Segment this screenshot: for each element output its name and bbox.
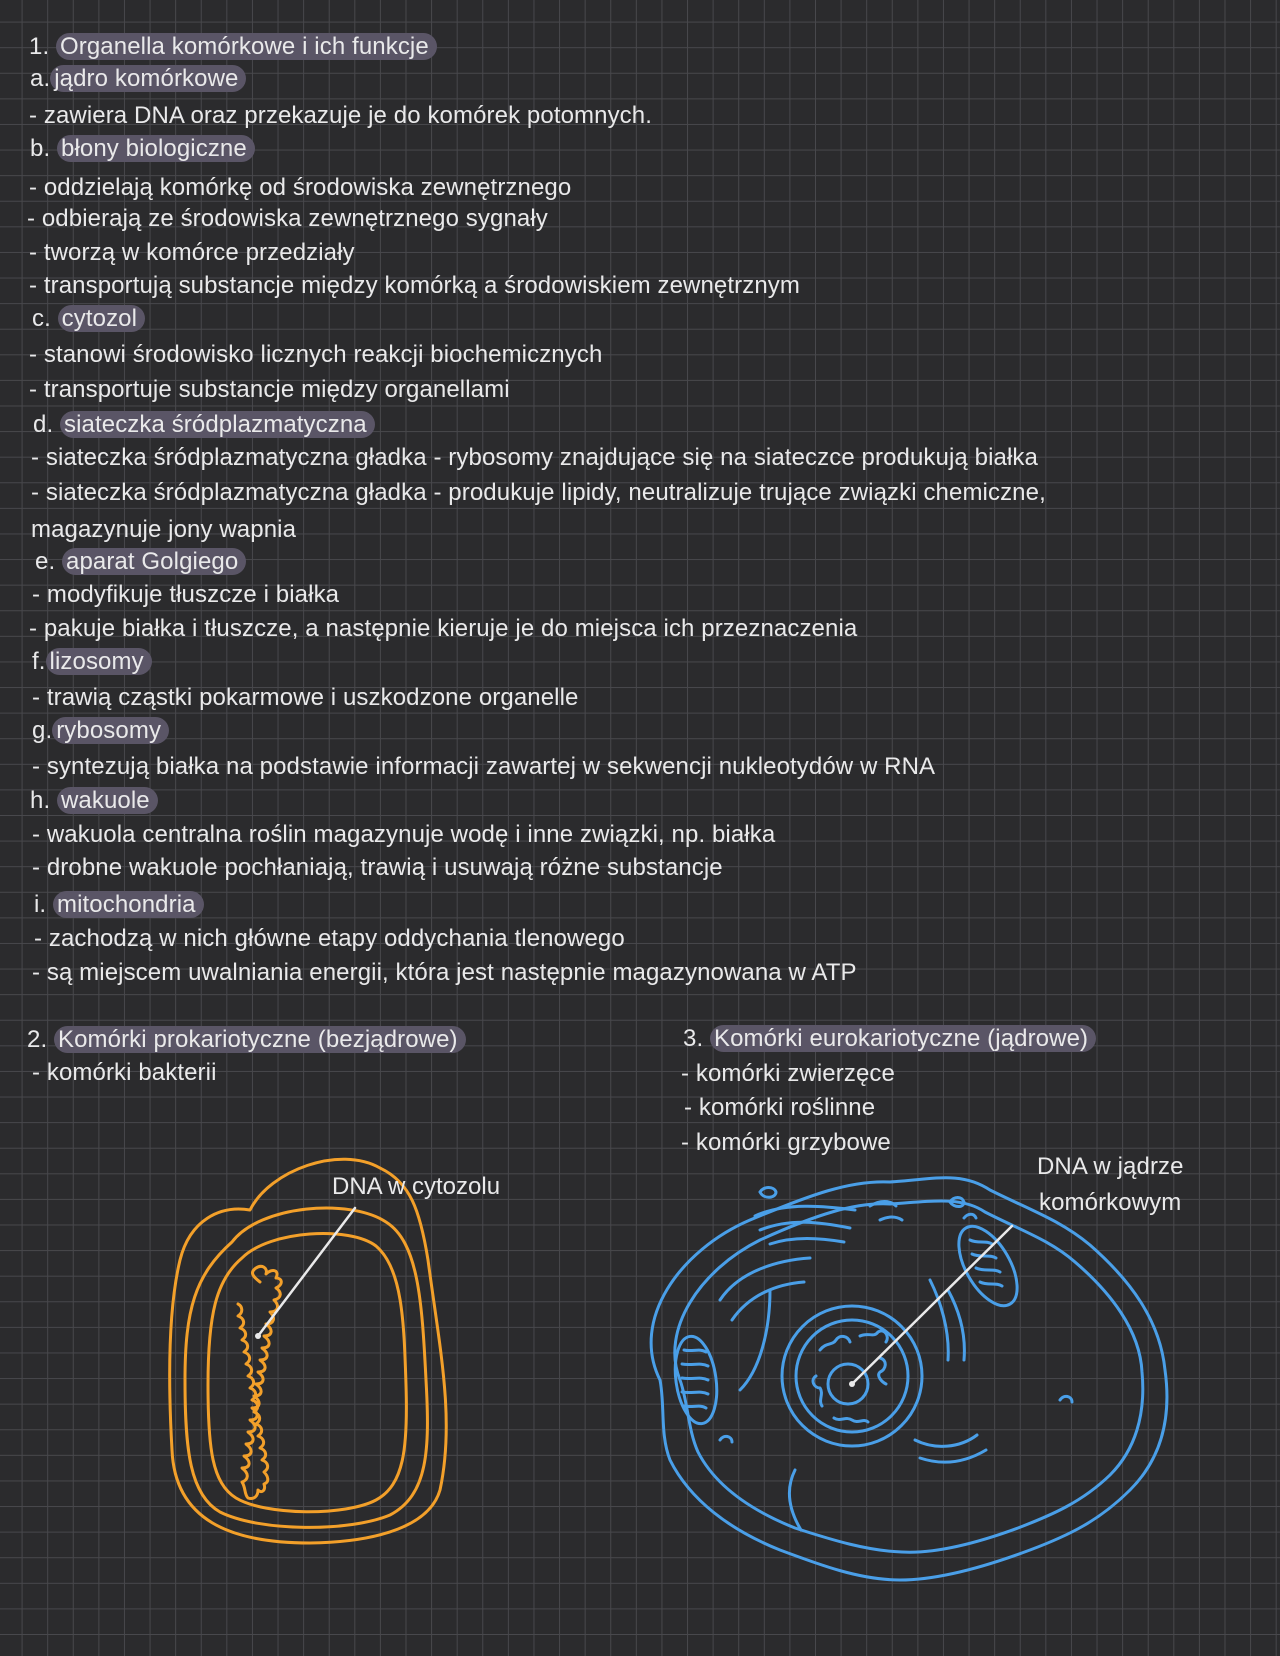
item-c-line-1: - stanowi środowisko licznych reakcji biochemicznych	[29, 341, 603, 368]
item-i-title: mitochondria	[53, 891, 204, 918]
item-e-line-1: - modyfikuje tłuszcze i białka	[32, 581, 340, 608]
item-f-line-1: - trawią cząstki pokarmowe i uszkodzone organelle	[32, 684, 579, 711]
section-3-item-1: - komórki zwierzęce	[681, 1060, 895, 1087]
item-b-line-4: - transportują substancje między komórką a środowiskiem zewnętrznym	[29, 272, 800, 299]
section-3-title: Komórki eurokariotyczne (jądrowe)	[710, 1025, 1096, 1052]
prokaryote-pointer-dot	[255, 1333, 261, 1339]
section-2-title: Komórki prokariotyczne (bezjądrowe)	[54, 1026, 466, 1053]
item-b-letter: b.	[30, 135, 51, 162]
item-i-letter: i.	[34, 891, 47, 918]
nucleolus	[828, 1364, 868, 1404]
item-d-line-3: magazynuje jony wapnia	[31, 516, 297, 543]
mitochondrion-right	[947, 1217, 1029, 1315]
item-g-letter: g.	[32, 717, 53, 744]
item-g-heading	[32, 716, 169, 746]
section-2-item-1: - komórki bakterii	[32, 1059, 217, 1086]
cell-membrane	[208, 1234, 406, 1512]
item-b-line-1: - oddzielają komórkę od środowiska zewnętrznego	[29, 174, 572, 201]
item-c-heading	[32, 304, 145, 334]
section-3-heading	[683, 1024, 1096, 1054]
item-b-title: błony biologiczne	[57, 135, 255, 162]
section-2-number: 2.	[27, 1026, 48, 1053]
section-2-heading	[27, 1025, 466, 1055]
item-d-line-1: - siateczka śródplazmatyczna gładka - rybosomy znajdujące się na siateczce produkują białka	[31, 444, 1038, 471]
item-c-title: cytozol	[58, 305, 145, 332]
item-c-letter: c.	[32, 305, 51, 332]
item-f-title: lizosomy	[46, 648, 152, 675]
item-f-letter: f.	[32, 648, 46, 675]
eukaryote-label-line-1: DNA w jądrze	[1037, 1153, 1184, 1180]
eukaryote-pointer-line	[852, 1226, 1012, 1384]
item-i-line-1: - zachodzą w nich główne etapy oddychania tlenowego	[34, 925, 625, 952]
item-c-line-2: - transportuje substancje między organellami	[29, 376, 510, 403]
dna-strand	[238, 1266, 281, 1498]
item-b-line-3: - tworzą w komórce przedziały	[29, 239, 355, 266]
item-e-letter: e.	[35, 548, 56, 575]
item-h-line-1: - wakuola centralna roślin magazynuje wodę i inne związki, np. białka	[32, 821, 776, 848]
golgi	[755, 1202, 902, 1245]
section-1-heading	[29, 32, 437, 62]
item-b-line-2: - odbierają ze środowiska zewnętrznego sygnały	[27, 205, 548, 232]
item-e-title: aparat Golgiego	[62, 548, 246, 575]
item-e-line-2: - pakuje białka i tłuszcze, a następnie kieruje je do miejsca ich przeznaczenia	[29, 615, 858, 642]
nucleus-outer	[782, 1306, 922, 1446]
chromatin	[813, 1331, 887, 1422]
prokaryote-cell-diagram	[150, 1150, 550, 1550]
section-3-item-2: - komórki roślinne	[684, 1094, 876, 1121]
item-d-letter: d.	[33, 411, 54, 438]
eukaryote-label-line-2: komórkowym	[1039, 1189, 1182, 1216]
eukaryote-pointer-dot	[849, 1381, 855, 1387]
item-h-letter: h.	[30, 787, 51, 814]
item-i-line-2: - są miejscem uwalniania energii, która jest następnie magazynowana w ATP	[32, 959, 857, 986]
item-g-title: rybosomy	[52, 717, 169, 744]
section-1-title: Organella komórkowe i ich funkcje	[56, 33, 437, 60]
item-g-line-1: - syntezują białka na podstawie informacji zawartej w sekwencji nukleotydów w RNA	[32, 753, 936, 780]
item-b-heading	[30, 134, 255, 164]
item-h-title: wakuole	[57, 787, 158, 814]
section-1-number: 1.	[29, 33, 50, 60]
item-a-letter: a.	[30, 65, 51, 92]
prokaryote-diagram-label: DNA w cytozolu	[332, 1173, 501, 1200]
item-f-heading	[32, 647, 152, 677]
item-d-line-2: - siateczka śródplazmatyczna gładka - produkuje lipidy, neutralizuje trujące związki chemiczne,	[31, 479, 1046, 506]
item-d-title: siateczka śródplazmatyczna	[60, 411, 375, 438]
item-a-heading	[30, 64, 246, 94]
nucleus-inner	[796, 1320, 908, 1432]
item-i-heading	[34, 890, 204, 920]
item-e-heading	[35, 547, 246, 577]
prokaryote-pointer-line	[258, 1208, 355, 1336]
item-a-title: jądro komórkowe	[50, 65, 246, 92]
item-h-heading	[30, 786, 158, 816]
item-h-line-2: - drobne wakuole pochłaniają, trawią i usuwają różne substancje	[32, 854, 723, 881]
item-a-line-1: - zawiera DNA oraz przekazuje je do komórek potomnych.	[29, 102, 653, 129]
section-3-number: 3.	[683, 1025, 704, 1052]
item-d-heading	[33, 410, 375, 440]
mitochondrion-left	[670, 1334, 722, 1427]
section-3-item-3: - komórki grzybowe	[681, 1129, 891, 1156]
